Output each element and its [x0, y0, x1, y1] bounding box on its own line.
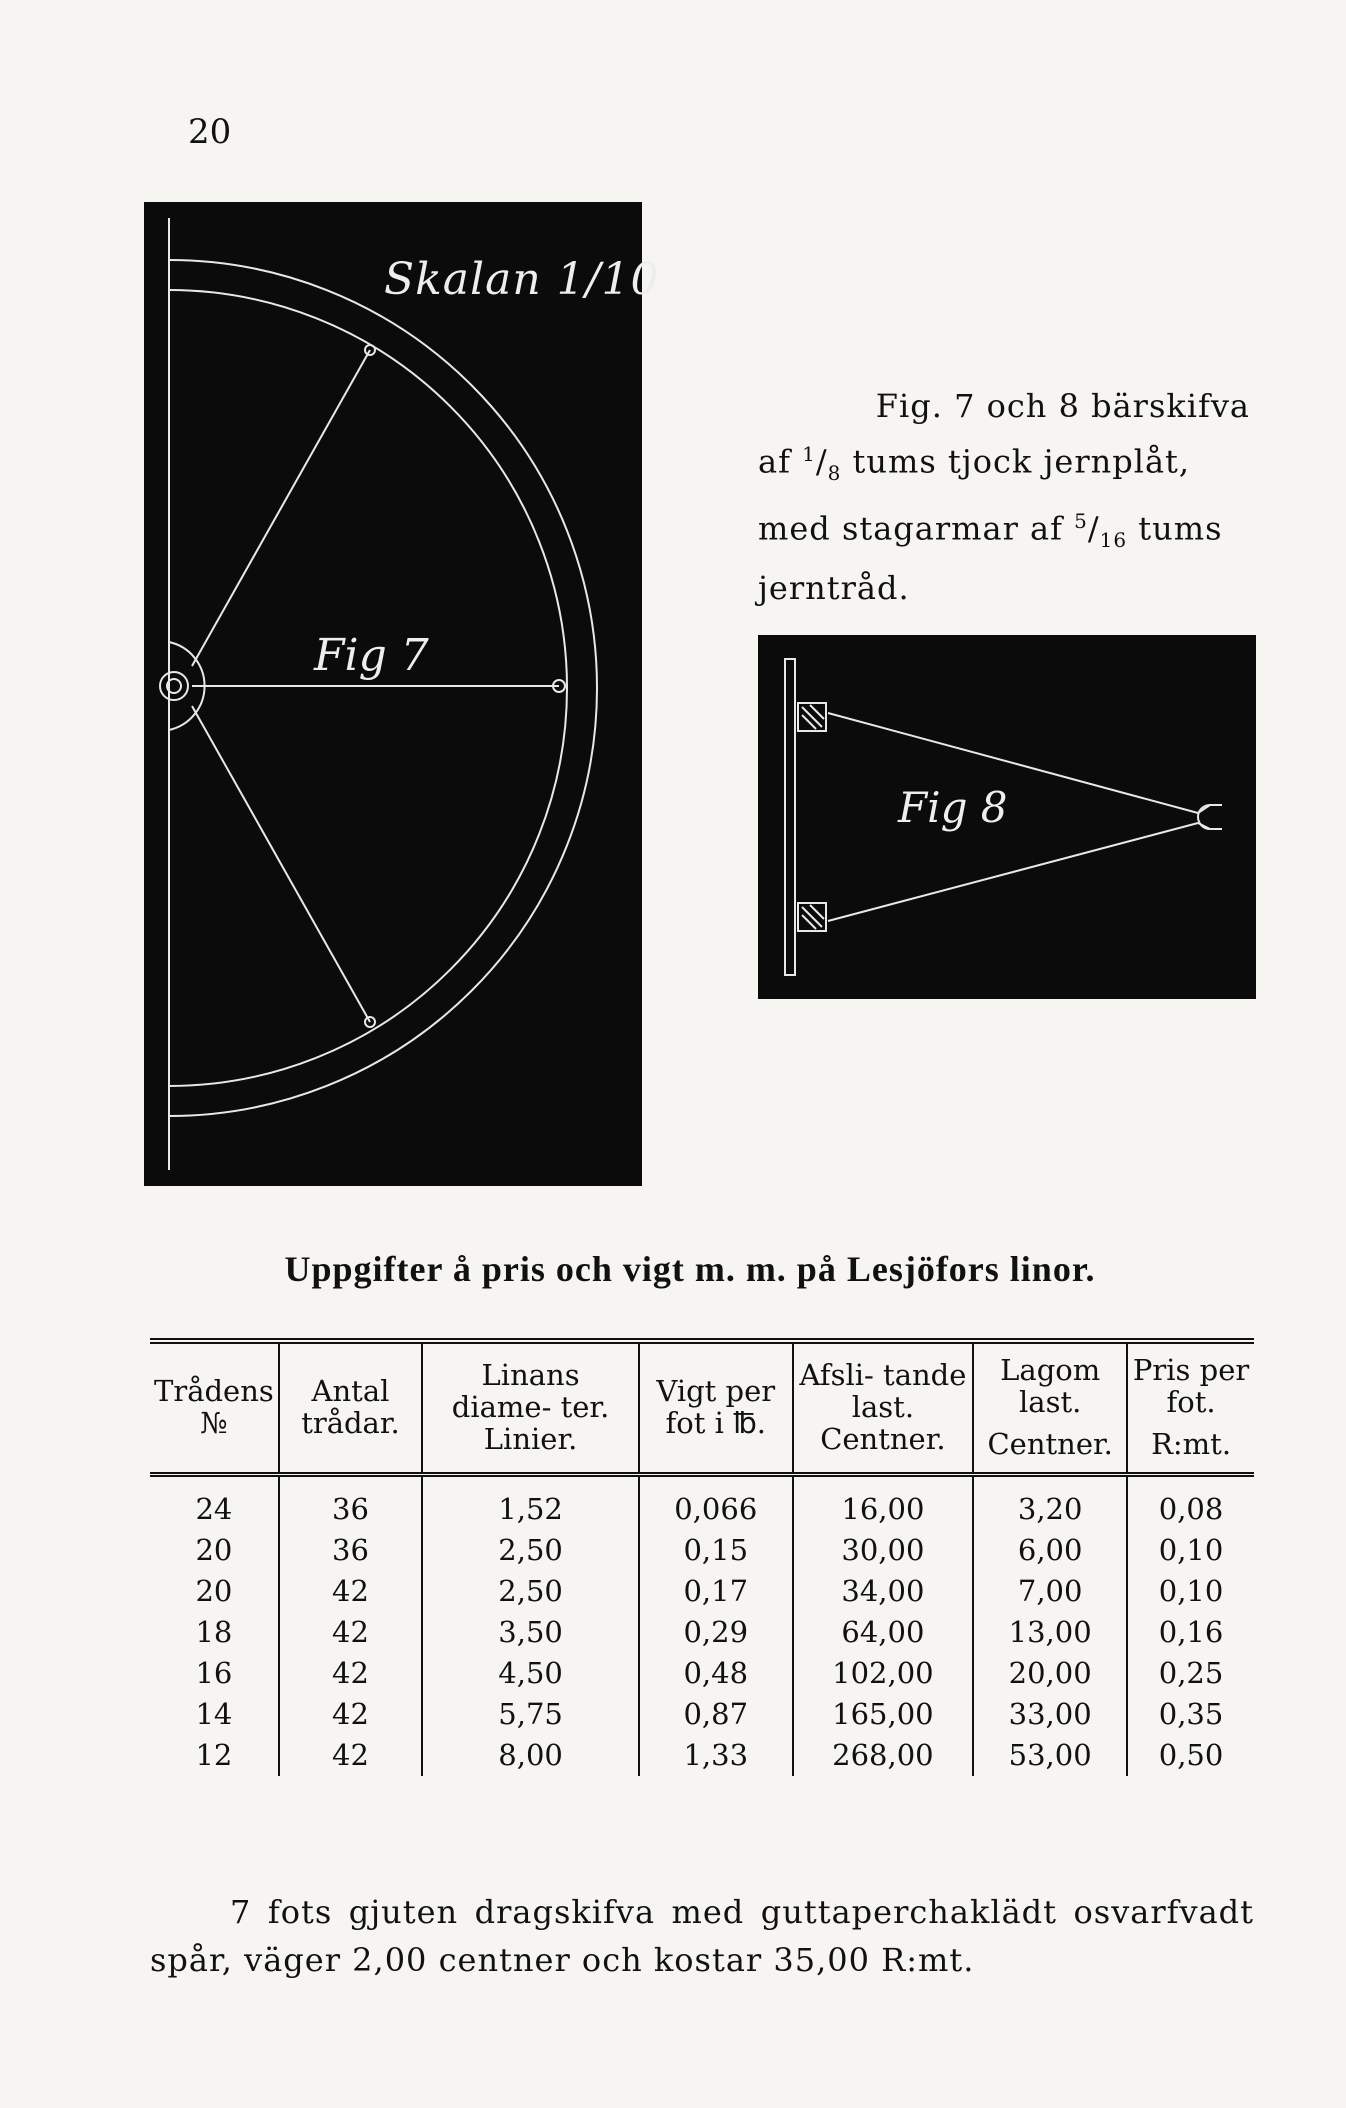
page-number: 20: [188, 112, 232, 152]
footer-note: 7 fots gjuten dragskifva med guttaperchaklädt osvarfvadt spår, väger 2,00 centner och kostar 35,00 R:mt.: [150, 1893, 1254, 1979]
cell-vigt: 0,87: [639, 1694, 793, 1735]
cell-tradens: 20: [195, 1574, 233, 1608]
table-header-row: [150, 1341, 1254, 1475]
cell-diameter: 3,50: [422, 1612, 639, 1653]
cell-tradens: 14: [195, 1697, 233, 1731]
cell-tradens: 24: [195, 1492, 233, 1526]
caption-line-2: af $^1/_8$ tums tjock jernplåt,: [758, 442, 1191, 486]
cell-diameter: 8,00: [422, 1735, 639, 1776]
table-row: [150, 1571, 1254, 1612]
cell-vigt: 0,066: [639, 1475, 793, 1531]
cell-pris: 0,35: [1127, 1694, 1254, 1735]
cell-vigt: 0,17: [639, 1571, 793, 1612]
cell-lagom: 7,00: [973, 1571, 1127, 1612]
wheel-half-diagram: [144, 202, 642, 1186]
scale-label: Skalan 1/10: [384, 254, 660, 305]
cell-pris: 0,50: [1127, 1735, 1254, 1776]
table-title: Uppgifter å pris och vigt m. m. på Lesjöfors linor.: [284, 1249, 1096, 1289]
caption-line-3: med stagarmar af $^5/_{16}$ tums: [758, 509, 1223, 553]
figure-8-label: Fig 8: [898, 783, 1008, 832]
cell-pris: 0,10: [1127, 1571, 1254, 1612]
cell-afslitande: 64,00: [793, 1612, 974, 1653]
cell-pris: 0,08: [1127, 1475, 1254, 1531]
header-vigt: Vigt per fot i ℔.: [639, 1341, 793, 1475]
cell-lagom: 53,00: [973, 1735, 1127, 1776]
table-row: [150, 1694, 1254, 1735]
cell-lagom: 33,00: [973, 1694, 1127, 1735]
table-row: [150, 1612, 1254, 1653]
cell-tradens: 20: [195, 1533, 233, 1567]
cell-antal: 42: [279, 1612, 422, 1653]
figure-7-label: Fig 7: [314, 630, 429, 681]
caption-tums-tjock: tums tjock jernplåt,: [852, 442, 1191, 481]
header-afslitande: Afsli- tande last. Centner.: [793, 1341, 974, 1475]
price-table-container: [150, 1338, 1254, 1838]
fraction-2-numerator: 5: [1074, 509, 1088, 534]
figure-caption: [758, 382, 1258, 612]
cell-vigt: 0,29: [639, 1612, 793, 1653]
fraction-1-numerator: 1: [802, 442, 816, 466]
cell-afslitande: 34,00: [793, 1571, 974, 1612]
cell-diameter: 4,50: [422, 1653, 639, 1694]
cell-antal: 36: [279, 1475, 422, 1531]
table-row: [150, 1653, 1254, 1694]
cell-antal: 42: [279, 1735, 422, 1776]
table-body: [150, 1475, 1254, 1777]
cell-lagom: 6,00: [973, 1530, 1127, 1571]
caption-line-4: jerntråd.: [758, 569, 910, 608]
header-pris: Pris per fot. R:mt.: [1127, 1341, 1254, 1475]
cell-diameter: 1,52: [422, 1475, 639, 1531]
cell-diameter: 5,75: [422, 1694, 639, 1735]
cell-vigt: 1,33: [639, 1735, 793, 1776]
fraction-1-denominator: 8: [827, 461, 842, 486]
cell-diameter: 2,50: [422, 1571, 639, 1612]
caption-tums: tums: [1138, 509, 1223, 548]
cell-lagom: 3,20: [973, 1475, 1127, 1531]
cell-pris: 0,16: [1127, 1612, 1254, 1653]
cell-pris: 0,25: [1127, 1653, 1254, 1694]
header-antal: Antal trådar.: [279, 1341, 422, 1475]
cell-antal: 42: [279, 1694, 422, 1735]
cell-antal: 42: [279, 1571, 422, 1612]
cell-afslitande: 268,00: [793, 1735, 974, 1776]
cell-antal: 42: [279, 1653, 422, 1694]
figure-7-plate: [144, 202, 660, 1186]
cell-afslitande: 30,00: [793, 1530, 974, 1571]
fraction-2-denominator: 16: [1099, 528, 1128, 553]
cell-vigt: 0,15: [639, 1530, 793, 1571]
caption-med-stagarmar: med stagarmar af: [758, 509, 1063, 548]
cell-tradens: 16: [195, 1656, 233, 1690]
cell-antal: 36: [279, 1530, 422, 1571]
header-tradens: Trådens №: [150, 1341, 279, 1475]
caption-line-1: Fig. 7 och 8 bärskifva: [875, 387, 1250, 425]
table-row: [150, 1530, 1254, 1571]
table-row: [150, 1475, 1254, 1531]
table-row: [150, 1735, 1254, 1776]
cell-tradens: 12: [195, 1738, 233, 1772]
cell-afslitande: 16,00: [793, 1475, 974, 1531]
header-lagom: Lagom last. Centner.: [973, 1341, 1127, 1475]
cell-tradens: 18: [195, 1615, 233, 1649]
cell-pris: 0,10: [1127, 1530, 1254, 1571]
cell-lagom: 20,00: [973, 1653, 1127, 1694]
header-diameter: Linans diame- ter. Linier.: [422, 1341, 639, 1475]
price-table: [150, 1338, 1254, 1776]
cell-lagom: 13,00: [973, 1612, 1127, 1653]
figure-8-plate: [758, 635, 1256, 999]
cell-diameter: 2,50: [422, 1530, 639, 1571]
cell-afslitande: 165,00: [793, 1694, 974, 1735]
cell-vigt: 0,48: [639, 1653, 793, 1694]
caption-af: af: [758, 442, 791, 481]
cell-afslitande: 102,00: [793, 1653, 974, 1694]
